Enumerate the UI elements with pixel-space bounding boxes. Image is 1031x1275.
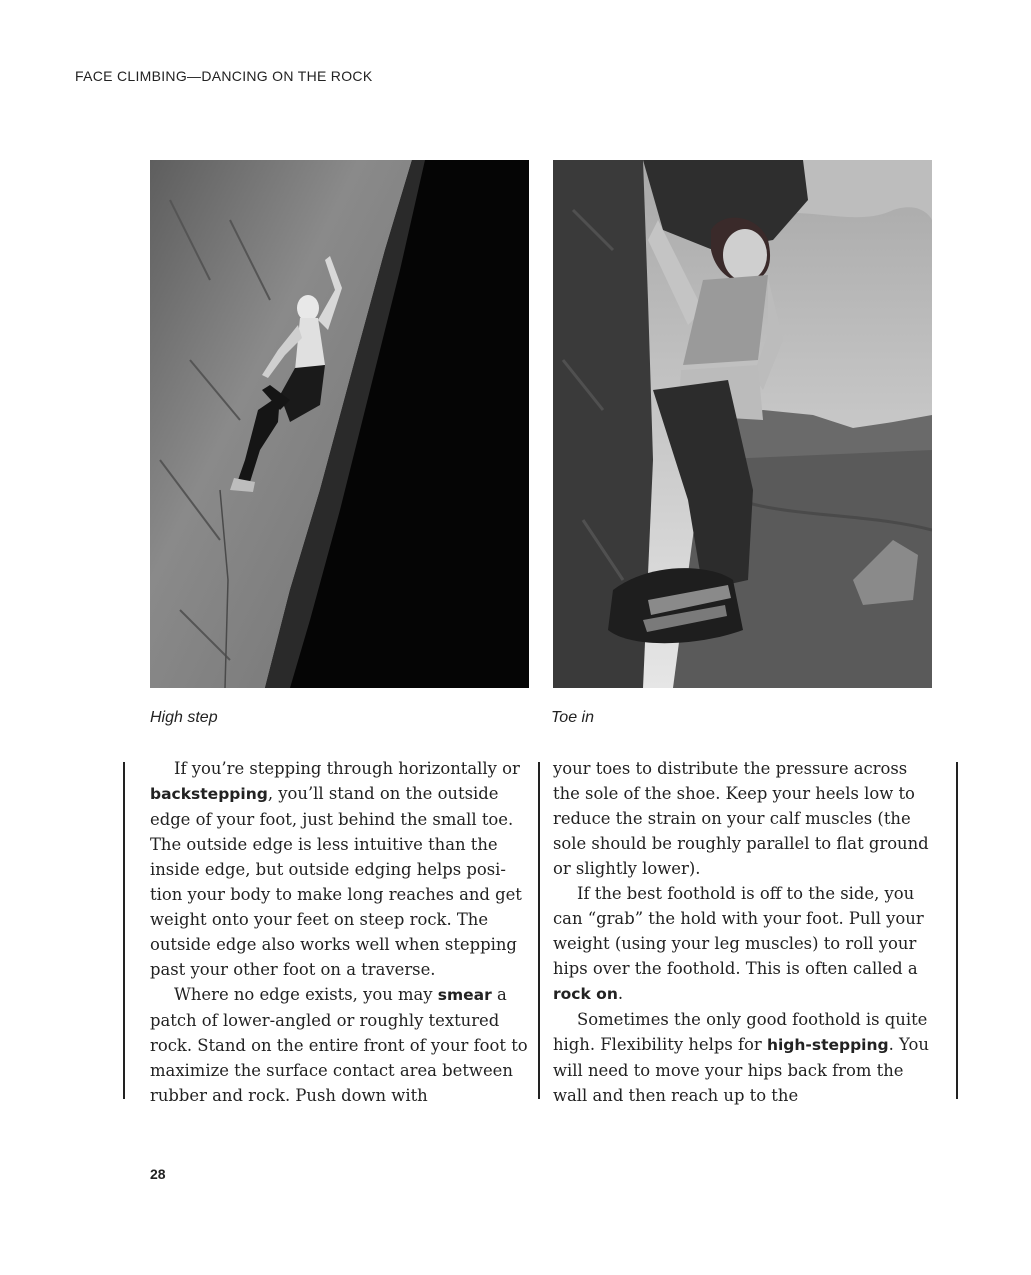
column-rule-middle [538,762,540,1099]
high-step-photo-image [150,160,529,688]
photo-high-step [150,160,529,688]
left-text-column [150,756,535,1108]
term-rock-on: rock on [553,985,618,1003]
paragraph-rock-on: If the best foothold is off to the side, you can “grab” the hold with your foot. Pull your weight (using your leg muscles) to roll your hips over the foothold. This is often called a rock on. [553,884,924,1003]
term-smear: smear [437,986,492,1004]
photo-toe-in [553,160,932,688]
right-text-column [553,756,938,1108]
column-rule-right [956,762,958,1099]
paragraph-backstepping: If you’re stepping through horizontally or backstepping, you’ll stand on the outside edge of your foot, just behind the small toe. The outside edge is less intuitive than the inside edge, but outside edging helps posi-tion your body to make long reaches and get weight onto your feet on steep rock. The outside edge also works well when stepping past your other foot on a traverse. [150,759,522,979]
term-backstepping: backstepping [150,785,268,803]
paragraph-continued: your toes to distribute the pressure across the sole of the shoe. Keep your heels low to reduce the strain on your calf muscles (the sole should be roughly parallel to flat ground or slightly lower). [553,759,929,878]
page-number: 28 [150,1166,166,1182]
column-rule-left [123,762,125,1099]
running-head: FACE CLIMBING—DANCING ON THE ROCK [75,68,373,84]
paragraph-high-stepping: Sometimes the only good foothold is quite high. Flexibility helps for high-stepping. You will need to move your hips back from the wall and then reach up to the [553,1010,929,1105]
term-high-stepping: high-stepping [766,1036,889,1054]
toe-in-photo-image [553,160,932,688]
caption-toe-in: Toe in [551,709,594,726]
paragraph-smear: Where no edge exists, you may smear a patch of lower-angled or roughly textured rock. Stand on the entire front of your foot to maximize the surface contact area between rubber and rock. Push down with [150,985,528,1105]
caption-high-step: High step [150,709,218,726]
